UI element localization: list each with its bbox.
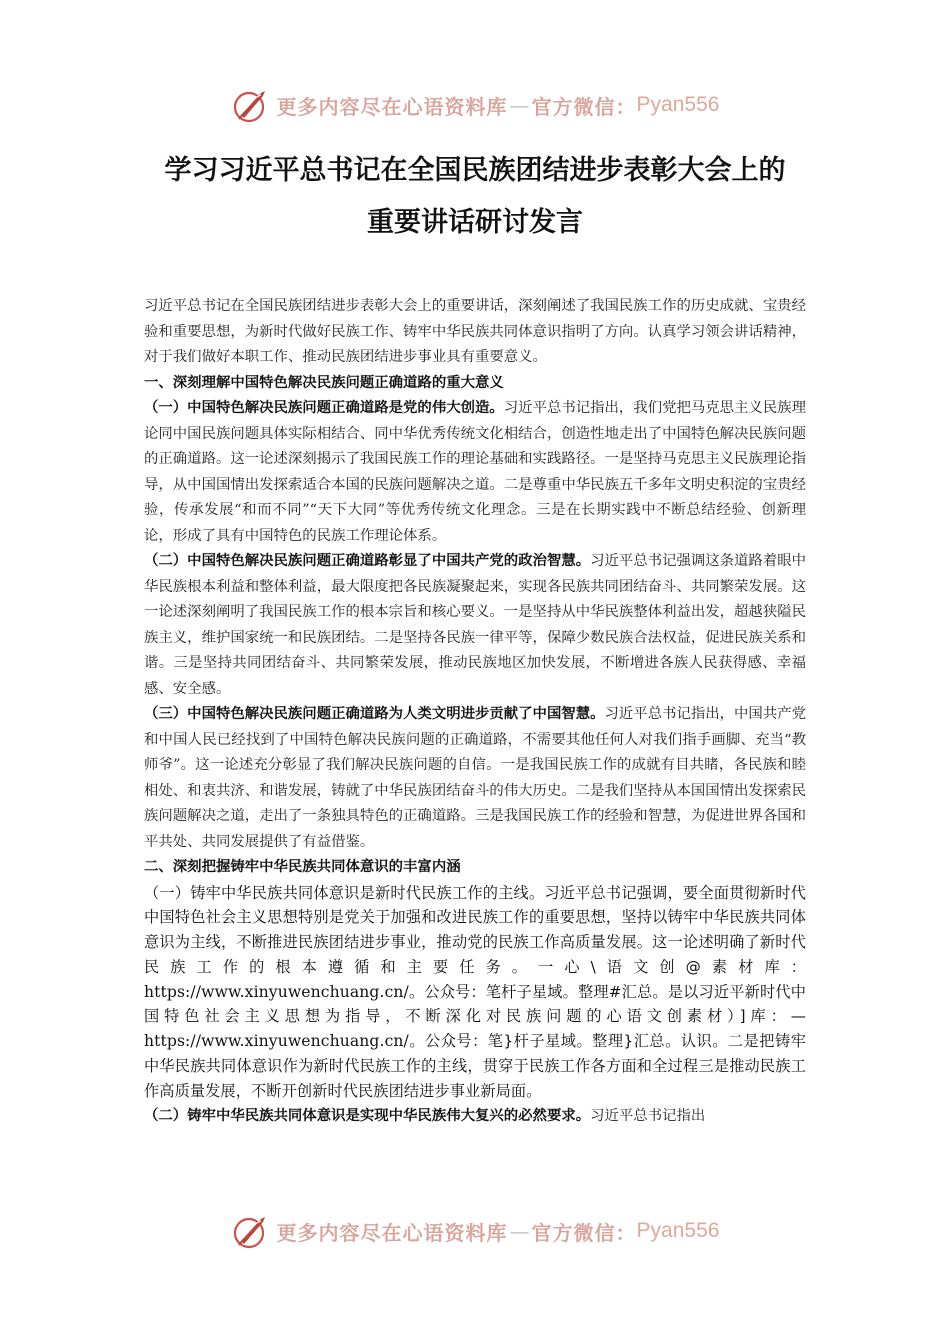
s1-paragraph-1	[144, 396, 806, 549]
watermark-text: 更多内容尽在心语资料库	[276, 1220, 508, 1245]
section2-heading: 二、深刻把握铸牢中华民族共同体意识的丰富内涵	[144, 859, 461, 875]
s2-link-1[interactable]: https://www.xinyuwenchuang.cn/	[144, 982, 409, 1001]
s2-paragraph-2	[144, 1104, 806, 1130]
s1-paragraph-2-body: 习近平总书记强调这条道路着眼中华民族根本利益和整体利益，最大限度把各民族凝聚起来，实现各民族共同团结奋斗、共同繁荣发展。这一论述深刻阐明了我国民族工作的根本宗旨和核心要义。一是坚持从中华民族整体利益出发，超越狭隘民族主义，维护国家统一和民族团结。二是坚持各民族一律平等，保障少数民族合法权益，促进民族关系和谐。三是坚持共同团结奋斗、共同繁荣发展，推动民族地区加快发展，不断增进各族人民获得感、幸福感、安全感。	[144, 553, 806, 697]
s1-paragraph-1-body: 习近平总书记指出，我们党把马克思主义民族理论同中国民族问题具体实际相结合、同中华优秀传统文化相结合，创造性地走出了中国特色解决民族问题的正确道路。这一论述深刻揭示了我国民族工作的理论基础和实践路径。一是坚持马克思主义民族理论指导，从中国国情出发探索适合本国的民族问题解决之道。二是尊重中华民族五千多年文明史积淀的宝贵经验，传承发展“和而不同”“天下大同”等优秀传统文化理念。三是在长期实践中不断总结经验、创新理论，形成了具有中国特色的民族工作理论体系。	[144, 400, 806, 544]
document-title-line1: 学习习近平总书记在全国民族团结进步表彰大会上的	[164, 155, 786, 186]
s2-paragraph-1-c: 。公众号：笔}杆子星域。整理}汇总。认识。二是把铸牢中华民族共同体意识作为新时代民族工作的主线，贯穿于民族工作各方面和全过程三是推动民族工作高质量发展，不断开创新时代民族团结进步事业新局面。	[144, 1032, 806, 1100]
s2-paragraph-2-lead: （二）铸牢中华民族共同体意识是实现中华民族伟大复兴的必然要求。	[144, 1107, 591, 1124]
s2-paragraph-2-body: 习近平总书记指出	[590, 1107, 706, 1124]
s2-paragraph-1	[144, 881, 806, 1104]
watermark-text: 更多内容尽在心语资料库	[276, 94, 508, 119]
document-body	[144, 294, 806, 1129]
watermark-wechat-label: 官方微信：	[531, 1220, 637, 1245]
s1-paragraph-3	[144, 702, 806, 855]
s1-paragraph-1-lead: （一）中国特色解决民族问题正确道路是党的伟大创造。	[144, 400, 504, 416]
s2-paragraph-1-a: （一）铸牢中华民族共同体意识是新时代民族工作的主线。习近平总书记强调，要全面贯彻新时代中国特色社会主义思想特别是党关于加强和改进民族工作的重要思想，坚持以铸牢中华民族共同体意识为主线，不断推进民族团结进步事业，推动党的民族工作高质量发展。这一论述明确了新时代民族工作的根本遵循和主要任务。一心\语文创@素材库：	[144, 883, 806, 976]
s1-paragraph-2-lead: （二）中国特色解决民族问题正确道路彰显了中国共产党的政治智慧。	[144, 553, 591, 569]
s1-paragraph-2	[144, 549, 806, 702]
document-title-line2: 重要讲话研讨发言	[367, 207, 583, 238]
watermark-wechat-id: Pyan556	[636, 93, 720, 116]
watermark-wechat-label: 官方微信：	[531, 94, 637, 119]
section1-heading: 一、深刻理解中国特色解决民族问题正确道路的重大意义	[144, 374, 504, 391]
s2-paragraph-1-b: 。公众号：笔杆子星域。整理#汇总。是以习近平新时代中国特色社会主义思想为指导，不断深化对民族问题的心语文创素材）]库：—	[144, 982, 806, 1026]
s1-paragraph-3-lead: （三）中国特色解决民族问题正确道路为人类文明进步贡献了中国智慧。	[144, 706, 605, 722]
watermark-dash: —	[509, 1219, 530, 1243]
s2-link-2[interactable]: https://www.xinyuwenchuang.cn/	[144, 1032, 409, 1051]
s1-paragraph-3-body: 习近平总书记指出，中国共产党和中国人民已经找到了中国特色解决民族问题的正确道路，不需要其他任何人对我们指手画脚、充当“教师爷”。这一论述充分彰显了我们解决民族问题的自信。一是我国民族工作的成就有目共睹，各民族和睦相处、和衷共济、和谐发展，铸就了中华民族团结奋斗的伟大历史。二是我们坚持从本国国情出发探索民族问题解决之道，走出了一条独具特色的正确道路。三是我国民族工作的经验和智慧，为促进世界各国和平共处、共同发展提供了有益借鉴。	[144, 706, 806, 850]
footer-watermark	[0, 1208, 950, 1254]
intro-paragraph: 习近平总书记在全国民族团结进步表彰大会上的重要讲话，深刻阐述了我国民族工作的历史成就、宝贵经验和重要思想，为新时代做好民族工作、铸牢中华民族共同体意识指明了方向。认真学习领会讲话精神，对于我们做好本职工作、推动民族团结进步事业具有重要意义。	[144, 298, 806, 365]
watermark-dash: —	[509, 93, 530, 117]
watermark-wechat-id: Pyan556	[636, 1219, 720, 1242]
header-watermark	[0, 82, 950, 128]
quill-pen-logo-icon	[231, 1211, 271, 1251]
quill-pen-logo-icon	[231, 85, 271, 125]
